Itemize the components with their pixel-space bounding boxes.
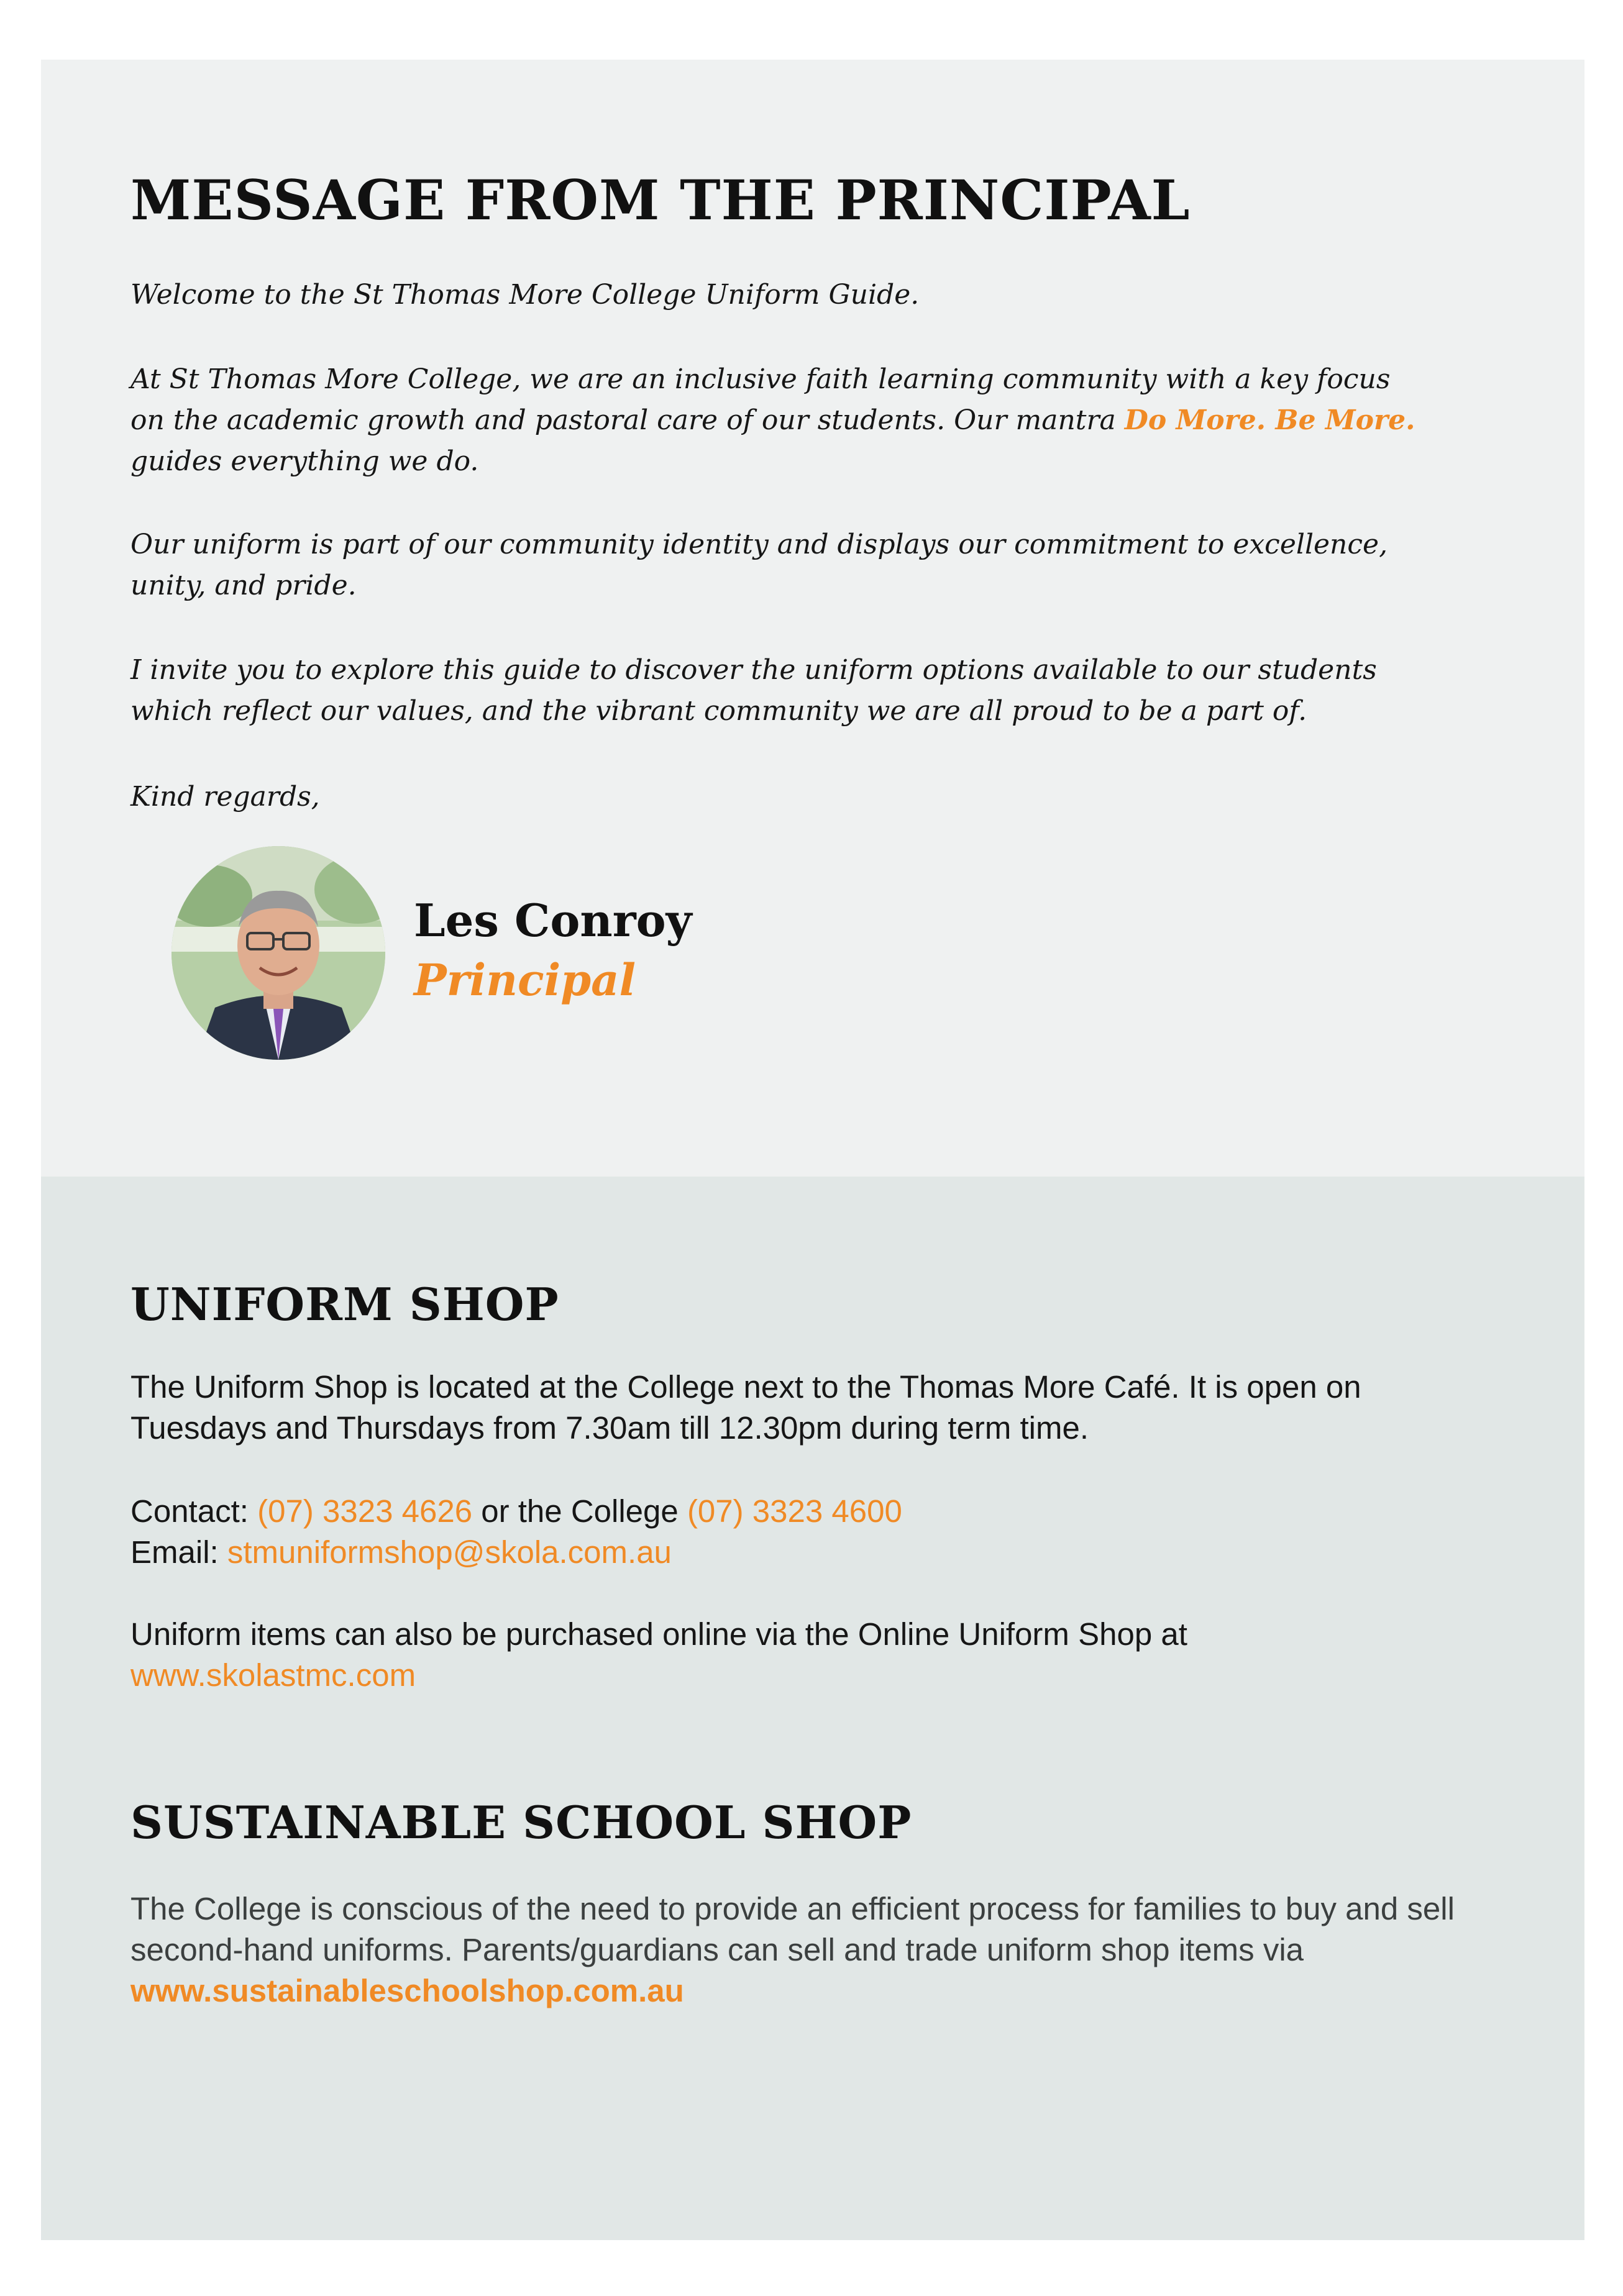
sustainable-shop-description: The College is conscious of the need to provide an efficient process for families to buy and sell second-hand uniforms. Parents/guardians can sell and trade uniform shop items via bbox=[130, 1891, 1455, 1967]
email-line bbox=[130, 1532, 1497, 1573]
principal-role: Principal bbox=[414, 954, 636, 1006]
welcome-text: Welcome to the St Thomas More College Uniform Guide. bbox=[130, 279, 920, 311]
contact-line bbox=[130, 1491, 1497, 1532]
principal-heading: MESSAGE FROM THE PRINCIPAL bbox=[130, 168, 1191, 232]
sustainable-shop-heading: SUSTAINABLE SCHOOL SHOP bbox=[130, 1796, 912, 1849]
uniform-shop-intro: The Uniform Shop is located at the College next to the Thomas More Café. It is open on Tuesdays and Thursdays from 7.30am till 12.30pm during term time. bbox=[130, 1369, 1361, 1446]
online-shop-text: Uniform items can also be purchased online via the Online Uniform Shop at bbox=[130, 1616, 1187, 1652]
contact-middle-text: or the College bbox=[472, 1493, 687, 1529]
college-phone-link[interactable]: (07) 3323 4600 bbox=[687, 1493, 902, 1529]
sustainable-shop-text bbox=[130, 1888, 1497, 2011]
uniform-shop-heading: UNIFORM SHOP bbox=[130, 1278, 559, 1331]
contact-label: Contact: bbox=[130, 1493, 258, 1529]
mantra-paragraph bbox=[130, 359, 1429, 482]
email-link[interactable]: stmuniformshop@skola.com.au bbox=[227, 1534, 672, 1570]
principal-photo bbox=[171, 846, 385, 1060]
mantra-text: Do More. Be More. bbox=[1124, 404, 1415, 436]
mantra-paragraph-end: guides everything we do. bbox=[130, 445, 479, 477]
shop-info-panel bbox=[41, 1177, 1584, 2240]
email-label: Email: bbox=[130, 1534, 227, 1570]
principal-name: Les Conroy bbox=[414, 894, 692, 947]
online-shop-line bbox=[130, 1655, 1497, 1696]
uniform-identity-paragraph: Our uniform is part of our community identity and displays our commitment to excellence, unity, and pride. bbox=[130, 529, 1388, 601]
closing-text: Kind regards, bbox=[130, 781, 320, 813]
guide-invite-paragraph: I invite you to explore this guide to discover the uniform options available to our students which reflect our values, and the vibrant community we are all proud to be a part of. bbox=[130, 654, 1377, 727]
mantra-paragraph-start: At St Thomas More College, we are an inclusive faith learning community with a key focus on the academic growth and pastoral care of our students. Our mantra bbox=[130, 363, 1391, 436]
online-shop-link[interactable]: www.skolastmc.com bbox=[130, 1657, 416, 1693]
shop-phone-link[interactable]: (07) 3323 4626 bbox=[257, 1493, 473, 1529]
sustainable-shop-link[interactable]: www.sustainableschoolshop.com.au bbox=[130, 1973, 684, 2008]
